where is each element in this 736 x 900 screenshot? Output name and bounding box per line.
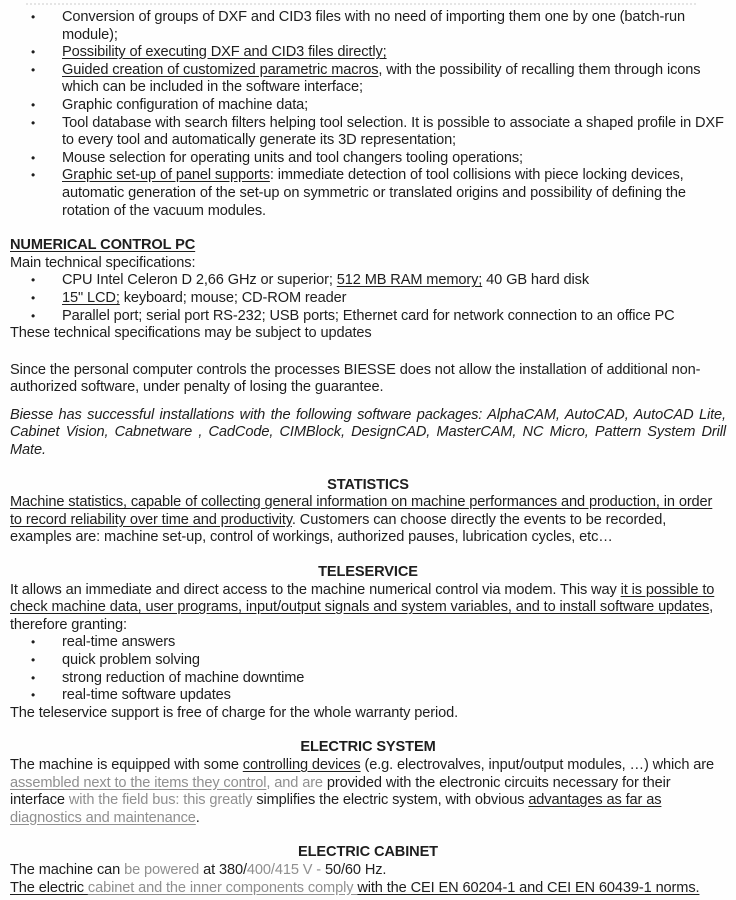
underlined-text: advantages as far as bbox=[528, 792, 662, 809]
underlined-text: Possibility of executing DXF and CID3 files directly; bbox=[62, 44, 387, 61]
underlined-text: Machine statistics, capable of collecting general information on machine performances and production, in order to record reliability over time and productivity bbox=[10, 494, 713, 528]
section-heading bbox=[10, 844, 726, 862]
text-segment: It allows an immediate and direct access to the machine numerical control via modem. This way bbox=[10, 581, 621, 598]
list-item bbox=[10, 62, 726, 97]
list-item-text bbox=[62, 290, 726, 308]
text-segment: simplifies the electric system, with obvious bbox=[252, 792, 529, 809]
paragraph bbox=[10, 757, 726, 827]
list-item-text bbox=[62, 308, 726, 326]
underlined-text: 512 MB RAM memory; bbox=[336, 272, 483, 289]
bullet-icon: • bbox=[31, 97, 36, 112]
text-segment: Parallel port; serial port RS-232; USB ports; Ethernet card for network connection to an office PC bbox=[62, 307, 675, 324]
list-item-text bbox=[62, 670, 726, 688]
list-item bbox=[10, 44, 726, 62]
text-segment: Biesse has successful installations with the following software packages: AlphaCAM, AutoCAD, AutoCAD Lite, Cabinet Vision, Cabnetware , CadCode, CIMBlock, DesignCAD, MasterCAM, NC Micro, Pattern System Drill Mate. bbox=[10, 406, 726, 459]
text-segment: 50/60 Hz. bbox=[324, 861, 387, 878]
bullet-icon: • bbox=[31, 670, 36, 685]
text-segment: Graphic configuration of machine data; bbox=[62, 96, 309, 113]
text-segment: ELECTRIC CABINET bbox=[298, 844, 438, 861]
bullet-list bbox=[10, 9, 726, 220]
list-item bbox=[10, 652, 726, 670]
text-segment: (e.g. electrovalves, input/output modules, …) which are bbox=[360, 756, 715, 773]
text-segment: CPU Intel Celeron D 2,66 GHz or superior; bbox=[62, 272, 337, 289]
text-segment: Conversion of groups of DXF and CID3 files with no need of importing them one by one (batch-run module); bbox=[62, 9, 685, 43]
underlined-text: cabinet and the inner components comply bbox=[87, 879, 358, 896]
paragraph bbox=[10, 582, 726, 635]
list-item bbox=[10, 687, 726, 705]
underlined-text: NUMERICAL CONTROL PC bbox=[10, 237, 196, 254]
list-item bbox=[10, 670, 726, 688]
bullet-icon: • bbox=[31, 10, 36, 24]
text-segment: . bbox=[195, 809, 200, 826]
text-segment: Main technical specifications: bbox=[10, 254, 196, 271]
list-item bbox=[10, 308, 726, 326]
text-segment: TELESERVICE bbox=[318, 564, 418, 581]
paragraph bbox=[10, 407, 726, 460]
document-body bbox=[10, 9, 726, 897]
underlined-text: with the CEI EN 60204-1 and CEI EN 60439-1 norms. bbox=[357, 879, 700, 896]
bullet-icon: • bbox=[31, 45, 36, 60]
paragraph bbox=[10, 880, 726, 898]
underlined-text: diagnostics and maintenance bbox=[10, 809, 196, 826]
underlined-text: Graphic set-up of panel supports bbox=[62, 167, 270, 184]
list-item-text bbox=[62, 115, 726, 150]
list-item bbox=[10, 115, 726, 150]
list-item bbox=[10, 167, 726, 220]
bullet-icon: • bbox=[31, 635, 36, 650]
underlined-text: Guided creation of customized parametric macros bbox=[62, 61, 379, 78]
text-segment: at 380/ bbox=[203, 861, 247, 878]
underlined-text: The electric bbox=[10, 879, 88, 896]
bullet-icon: • bbox=[31, 273, 36, 288]
text-segment: ELECTRIC SYSTEM bbox=[300, 739, 436, 756]
list-item bbox=[10, 634, 726, 652]
list-item bbox=[10, 97, 726, 115]
paragraph bbox=[10, 705, 726, 723]
list-item bbox=[10, 290, 726, 308]
bullet-icon: • bbox=[31, 115, 36, 130]
text-segment: real-time software updates bbox=[62, 687, 231, 704]
text-segment: be powered bbox=[124, 861, 204, 878]
list-item bbox=[10, 150, 726, 168]
bullet-icon: • bbox=[31, 62, 36, 77]
text-segment: 400/415 V - bbox=[246, 861, 325, 878]
list-item-text bbox=[62, 634, 726, 652]
list-item-text bbox=[62, 62, 726, 97]
text-segment: : immediate detection of tool collisions with piece locking devices, automatic generation of the set-up on symmetric or translated origins and possibility of defining the rotation of the vacuum modules. bbox=[62, 167, 686, 219]
list-item-text bbox=[62, 687, 726, 705]
text-segment: These technical specifications may be subject to updates bbox=[10, 325, 372, 342]
text-segment: The machine is equipped with some bbox=[10, 756, 243, 773]
paragraph bbox=[10, 494, 726, 547]
text-segment: Mouse selection for operating units and tool changers tooling operations; bbox=[62, 149, 523, 166]
list-item-text bbox=[62, 272, 726, 290]
bullet-list bbox=[10, 272, 726, 325]
list-item-text bbox=[62, 44, 726, 62]
paragraph bbox=[10, 862, 726, 880]
text-segment: . Customers can choose directly the events to be recorded, examples are: machine set-up, control of workings, authorized pauses, lubrication cycles, etc… bbox=[10, 511, 667, 546]
text-segment: provided with the electronic circuits necessary for their interface bbox=[10, 774, 671, 809]
text-segment: , and are bbox=[266, 774, 327, 791]
text-segment: quick problem solving bbox=[62, 652, 200, 668]
list-item bbox=[10, 9, 726, 44]
text-segment: , therefore granting: bbox=[10, 599, 714, 633]
text-segment: The teleservice support is free of charge for the whole warranty period. bbox=[10, 704, 459, 721]
text-segment: keyboard; mouse; CD-ROM reader bbox=[119, 289, 347, 306]
list-item-text bbox=[62, 167, 726, 220]
section-heading bbox=[10, 564, 726, 582]
bullet-icon: • bbox=[31, 653, 36, 667]
underlined-text: 15" LCD; bbox=[62, 289, 120, 306]
text-segment: Tool database with search filters helping tool selection. It is possible to associate a shaped profile in DXF to every tool and automatically generate its 3D representation; bbox=[62, 114, 724, 149]
text-segment: , with the possibility of recalling them through icons which can be included in the software interface; bbox=[62, 61, 701, 96]
text-segment: strong reduction of machine downtime bbox=[62, 669, 305, 686]
text-segment: with the field bus: this greatly bbox=[68, 792, 253, 809]
paragraph bbox=[10, 325, 726, 343]
list-item bbox=[10, 272, 726, 290]
list-item-text bbox=[62, 150, 726, 168]
text-segment: real-time answers bbox=[62, 634, 176, 651]
bullet-icon: • bbox=[31, 150, 36, 165]
underlined-text: controlling devices bbox=[242, 756, 361, 773]
text-segment: Since the personal computer controls the processes BIESSE does not allow the installation of additional non-authorized software, under penalty of losing the guarantee. bbox=[10, 361, 701, 396]
paragraph bbox=[10, 255, 726, 273]
section-heading bbox=[10, 477, 726, 495]
list-item-text bbox=[62, 652, 726, 670]
section-heading bbox=[10, 237, 726, 255]
bullet-icon: • bbox=[31, 290, 36, 305]
text-segment: STATISTICS bbox=[327, 476, 409, 493]
underlined-text: assembled next to the items they control bbox=[10, 774, 267, 791]
bullet-icon: • bbox=[31, 688, 36, 703]
bullet-icon: • bbox=[31, 308, 36, 323]
text-segment: The machine can bbox=[10, 861, 125, 878]
bullet-list bbox=[10, 634, 726, 704]
underlined-text: it is possible to check machine data, user programs, input/output signals and system variables, and to install software updates bbox=[10, 581, 715, 616]
paragraph bbox=[10, 362, 726, 397]
section-heading bbox=[10, 739, 726, 757]
list-item-text bbox=[62, 9, 726, 44]
list-item-text bbox=[62, 97, 726, 115]
bullet-icon: • bbox=[31, 168, 36, 183]
text-segment: 40 GB hard disk bbox=[482, 272, 590, 289]
scan-artifact-top bbox=[26, 3, 696, 5]
